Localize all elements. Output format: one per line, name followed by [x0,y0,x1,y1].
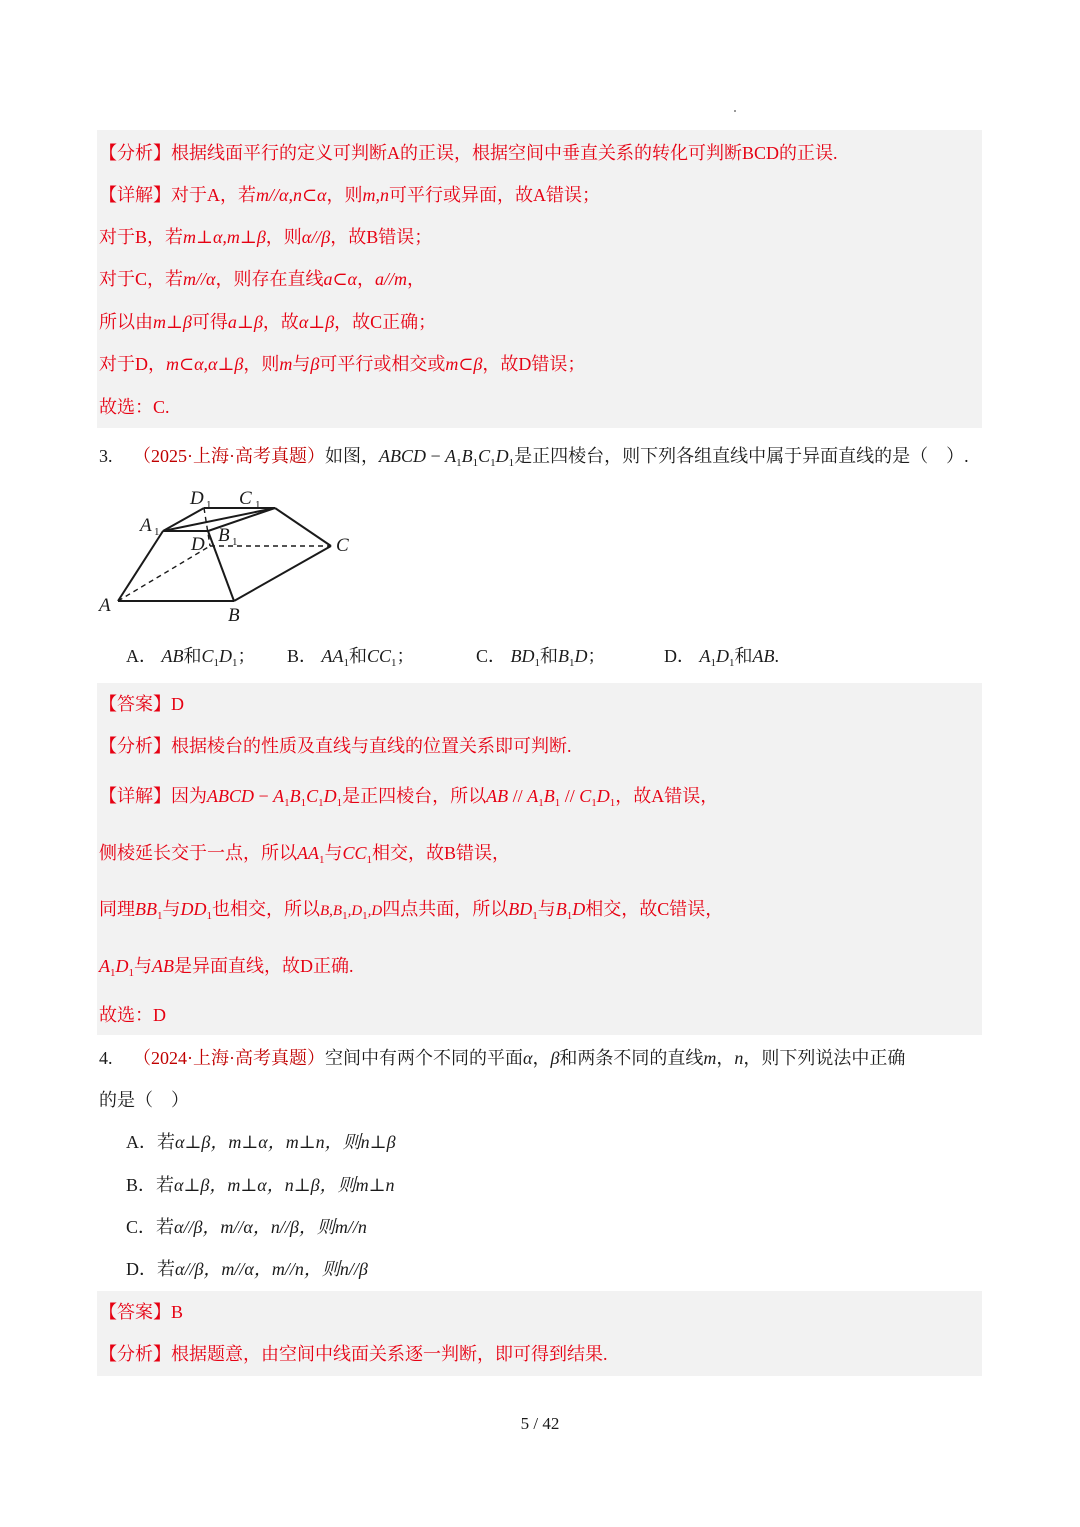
choose-line: 故选：C. [99,397,170,417]
detail-line-4: 所以由m⊥β可得a⊥β，故α⊥β，故C正确； [99,312,437,332]
q3-option-C: C． $BD_1$和$B_1D$； [476,646,606,669]
q3-analysis: 【分析】根据棱台的性质及直线与直线的位置关系即可判断. [99,736,572,756]
detail-line-1: 【详解】对于A，若m//α,n⊂α，则m,n可平行或异面，故A错误； [99,185,600,205]
label-A: A [99,595,111,616]
edge-BC [234,546,331,601]
q4-option-C: C．若α//β，m//α，n//β，则m//n [126,1217,367,1237]
q4-answer: 【答案】B [99,1302,184,1322]
q3-answer: 【答案】D [99,694,184,714]
detail-line-5: 对于D，m⊂α,α⊥β，则m与β可平行或相交或m⊂β，故D错误； [99,354,586,374]
q3-option-A: A． AB和$C_1D_1$； [126,646,256,669]
q3-detail-1: 【详解】因为ABCD − $A_1B_1C_1D_1$是正四棱台，所以AB // $A_1B_1 // C_1D_1$，故A错误， [99,786,719,809]
question-4-stem: 4. （2024·上海·高考真题）空间中有两个不同的平面α，β和两条不同的直线m，n，则下列说法中正确 [99,1048,906,1068]
q3-detail-4: $A_1D_1$与AB是异面直线，故D正确. [99,956,354,979]
detail-line-2: 对于B，若m⊥α,m⊥β，则α//β，故B错误； [99,227,433,247]
q4-option-B: B．若α⊥β，m⊥α，n⊥β，则m⊥n [126,1175,395,1195]
page-dot [734,110,736,112]
label-B: B [228,605,240,626]
q4-option-A: A．若α⊥β，m⊥α，m⊥n，则n⊥β [126,1132,396,1152]
label-D: D [191,534,205,555]
sub-A1: 1 [154,526,160,538]
q3-choose: 故选：D [99,1005,166,1025]
sub-C1: 1 [255,499,261,511]
label-B1: B [218,525,230,546]
q4-option-D: D．若α//β，m//α，m//n，则n//β [126,1259,368,1279]
question-3-stem: 3. （2025·上海·高考真题）如图，ABCD − $A_1B_1C_1D_1$是正四棱台，则下列各组直线中属于异面直线的是（ ）. [99,446,969,469]
q3-option-B: B． $AA_1$和$CC_1$； [287,646,415,669]
sub-B1: 1 [232,536,238,548]
sub-D1: 1 [206,499,212,511]
label-C1: C [239,488,252,509]
frustum-figure [96,480,366,630]
edge-CC1 [275,508,331,546]
q4-analysis: 【分析】根据题意，由空间中线面关系逐一判断，即可得到结果. [99,1344,608,1364]
edge-AA1 [118,531,163,601]
page-number: 5 / 42 [520,1414,560,1433]
q3-detail-2: 侧棱延长交于一点，所以$AA_1$与$CC_1$相交，故B错误， [99,843,511,866]
question-4-stem-cont: 的是（ ） [99,1090,189,1110]
edge-DD1-hidden [204,508,210,546]
q3-detail-3: 同理$BB_1$与$DD_1$也相交，所以$B,B_1,D_1,D$四点共面，所以$BD_1$与$B_1D$相交，故C错误， [99,899,724,922]
label-D1: D [190,488,204,509]
label-C: C [336,535,349,556]
detail-line-3: 对于C，若m//α，则存在直线a⊂α，a//m， [99,269,426,289]
q3-option-D: D． $A_1D_1$和AB. [664,646,779,669]
analysis-line: 【分析】根据线面平行的定义可判断A的正误，根据空间中垂直关系的转化可判断BCD的正误. [99,143,838,163]
label-A1: A [140,515,152,536]
